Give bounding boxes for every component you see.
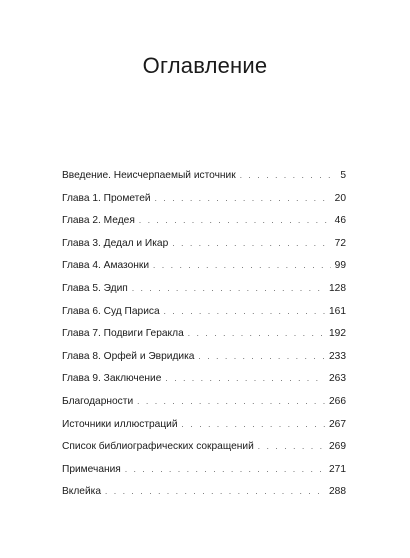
toc-entry-page-number: 263: [329, 373, 346, 385]
toc-entry-chapter-7[interactable]: [62, 323, 346, 346]
toc-entry-label: Глава 8. Орфей и Эвридика: [62, 350, 195, 362]
dot-leader: [153, 255, 331, 278]
toc-entry-label: Глава 1. Прометей: [62, 192, 151, 204]
toc-entry-label: Глава 7. Подвиги Геракла: [62, 328, 184, 340]
dot-leader: [125, 459, 325, 482]
toc-entry-abbreviations[interactable]: [62, 436, 346, 459]
toc-entry-chapter-9[interactable]: [62, 368, 346, 391]
toc-entry-page-number: 269: [329, 441, 346, 453]
toc-entry-page-number: 233: [329, 350, 346, 362]
toc-entry-page-number: 46: [334, 215, 346, 227]
dot-leader: [188, 323, 325, 346]
toc-entry-page-number: 267: [329, 418, 346, 430]
dot-leader: [165, 368, 325, 391]
toc-entry-chapter-5[interactable]: [62, 278, 346, 301]
toc-entry-page-number: 72: [334, 237, 346, 249]
toc-entry-label: Источники иллюстраций: [62, 418, 178, 430]
toc-entry-label: Глава 9. Заключение: [62, 373, 162, 385]
toc-entry-label: Список библиографических сокращений: [62, 441, 254, 453]
toc-entry-page-number: 288: [329, 486, 346, 498]
toc-entry-acknowledgements[interactable]: [62, 391, 346, 414]
toc-entry-label: Глава 4. Амазонки: [62, 260, 150, 272]
toc-entry-page-number: 271: [329, 463, 346, 475]
toc-entry-page-number: 128: [329, 282, 346, 294]
toc-entry-chapter-6[interactable]: [62, 301, 346, 324]
toc-entry-label: Глава 2. Медея: [62, 215, 135, 227]
toc-entry-chapter-8[interactable]: [62, 346, 346, 369]
dot-leader: [258, 436, 325, 459]
dot-leader: [164, 301, 325, 324]
dot-leader: [182, 414, 325, 437]
toc-entry-label: Примечания: [62, 463, 121, 475]
toc-entry-page-number: 192: [329, 328, 346, 340]
dot-leader: [105, 481, 325, 504]
toc-entry-label: Глава 6. Суд Париса: [62, 305, 160, 317]
toc-entry-insert[interactable]: [62, 481, 346, 504]
toc-entry-notes[interactable]: [62, 459, 346, 482]
dot-leader: [240, 165, 337, 188]
dot-leader: [137, 391, 325, 414]
toc-entry-page-number: 20: [334, 192, 346, 204]
toc-entry-label: Введение. Неисчерпаемый источник: [62, 170, 236, 181]
table-of-contents: [62, 165, 346, 504]
toc-entry-page-number: 99: [334, 260, 346, 272]
dot-leader: [172, 233, 330, 256]
toc-entry-label: Глава 5. Эдип: [62, 282, 128, 294]
toc-entry-chapter-4[interactable]: [62, 255, 346, 278]
toc-entry-introduction[interactable]: [62, 165, 346, 188]
toc-entry-chapter-2[interactable]: [62, 210, 346, 233]
toc-entry-illustration-sources[interactable]: [62, 414, 346, 437]
toc-entry-page-number: 5: [340, 170, 346, 181]
toc-entry-label: Вклейка: [62, 486, 102, 498]
toc-entry-label: Благодарности: [62, 395, 134, 407]
page-title: Оглавление: [142, 52, 268, 78]
toc-entry-label: Глава 3. Дедал и Икар: [62, 237, 169, 249]
dot-leader: [132, 278, 325, 301]
dot-leader: [198, 346, 325, 369]
toc-entry-chapter-1[interactable]: [62, 188, 346, 211]
toc-entry-page-number: 266: [329, 395, 346, 407]
dot-leader: [139, 210, 331, 233]
dot-leader: [155, 188, 331, 211]
toc-entry-page-number: 161: [329, 305, 346, 317]
toc-entry-chapter-3[interactable]: [62, 233, 346, 256]
